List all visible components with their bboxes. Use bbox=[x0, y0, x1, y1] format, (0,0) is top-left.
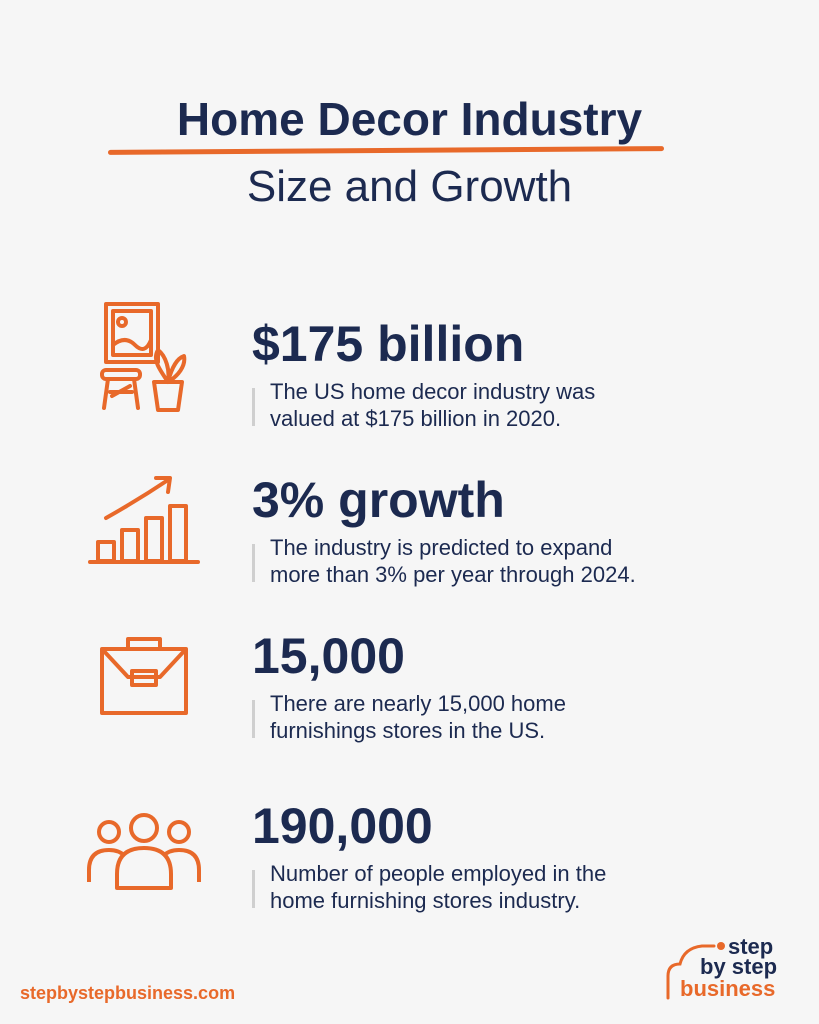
logo-text-step: step bbox=[728, 934, 774, 959]
title-underline bbox=[108, 146, 664, 155]
stat-stores bbox=[252, 628, 566, 744]
stat-description bbox=[252, 860, 606, 914]
home-decor-icon bbox=[100, 300, 190, 415]
stat-description bbox=[252, 378, 595, 432]
stat-desc-line: home furnishing stores industry. bbox=[270, 888, 581, 913]
stat-desc-line: The US home decor industry was bbox=[270, 379, 596, 404]
briefcase-icon bbox=[98, 635, 190, 717]
logo-text-business: business bbox=[680, 976, 776, 1001]
stat-desc-line: There are nearly 15,000 home bbox=[270, 691, 566, 716]
page-subtitle: Size and Growth bbox=[246, 162, 573, 211]
stat-desc-line: The industry is predicted to expand bbox=[270, 535, 613, 560]
stat-employment bbox=[252, 798, 606, 914]
stat-headline: 3% growth bbox=[252, 472, 505, 528]
logo-dot-icon bbox=[716, 941, 726, 951]
stat-description bbox=[252, 534, 636, 588]
footer-url[interactable]: stepbystepbusiness.com bbox=[20, 983, 236, 1003]
stat-market-size bbox=[252, 316, 595, 432]
page-title: Home Decor Industry bbox=[176, 93, 643, 145]
stat-description bbox=[252, 690, 566, 744]
stat-headline: 190,000 bbox=[252, 798, 433, 854]
growth-chart-icon bbox=[88, 470, 200, 566]
stat-desc-line: furnishings stores in the US. bbox=[270, 718, 546, 743]
people-group-icon bbox=[85, 812, 203, 892]
brand-logo bbox=[662, 936, 792, 1006]
stat-desc-line: more than 3% per year through 2024. bbox=[270, 562, 636, 587]
stat-desc-line: valued at $175 billion in 2020. bbox=[270, 406, 562, 431]
stat-headline: $175 billion bbox=[252, 316, 525, 372]
stat-growth bbox=[252, 472, 636, 588]
logo-text-by-step: by step bbox=[700, 954, 778, 979]
stat-headline: 15,000 bbox=[252, 628, 405, 684]
stat-desc-line: Number of people employed in the bbox=[270, 861, 607, 886]
